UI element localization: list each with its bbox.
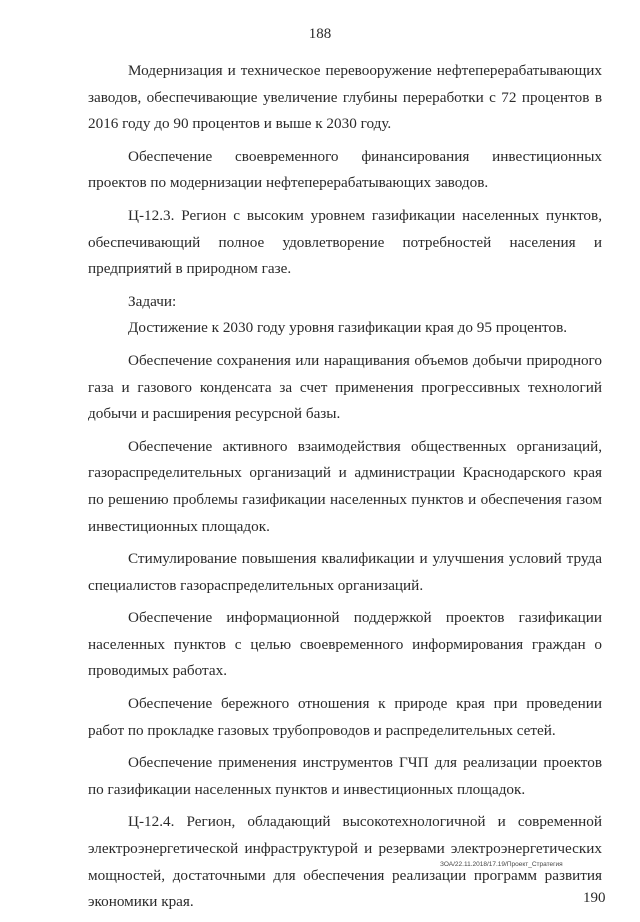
paragraph: Обеспечение активного взаимодействия общественных организаций, газораспределительных организаций и администрации Краснодарского края по решению проблемы газификации населенных пунктов и обеспечения газом инвестиционных площадок. [88, 437, 602, 535]
paragraph: Стимулирование повышения квалификации и улучшения условий труда специалистов газораспределительных организаций. [88, 550, 602, 594]
section-goal-heading: Ц-12.4. Регион, обладающий высокотехнологичной и современной электроэнергетической инфраструктурой и резервами электроэнергетических мощностей, достаточными для обеспечения реализации программ развития экономики края. [88, 813, 602, 911]
paragraph: Достижение к 2030 году уровня газификации края до 95 процентов. [128, 319, 568, 337]
paragraph: Обеспечение своевременного финансирования инвестиционных проектов по модернизации нефтеперерабатывающих заводов. [88, 147, 602, 192]
paragraph: Обеспечение сохранения или наращивания объемов добычи природного газа и газового конденсата за счет применения прогрессивных технологий добычи и расширения ресурсной базы. [88, 351, 602, 423]
page-number: 188 [308, 26, 332, 42]
footer-document-code: ЗОА/22.11.2018/17.19/Проект_Стратегия [440, 861, 563, 868]
paragraph: Модернизация и техническое перевооружение нефтеперерабатывающих заводов, обеспечивающие увеличение глубины переработки с 72 процентов в 2016 году до 90 процентов и выше к 2030 году. [88, 62, 602, 133]
document-body [88, 58, 602, 922]
paragraph: Обеспечение применения инструментов ГЧП для реализации проектов по газификации населенных пунктов и инвестиционных площадок. [88, 754, 602, 798]
paragraph: Обеспечение информационной поддержкой проектов газификации населенных пунктов с целью своевременного информирования граждан о проводимых работах. [88, 609, 602, 680]
next-page-number: 190 [583, 891, 606, 905]
section-goal-heading: Ц-12.3. Регион с высоким уровнем газификации населенных пунктов, обеспечивающий полное удовлетворение потребностей населения и предприятий в природном газе. [88, 206, 602, 278]
tasks-heading: Задачи: [128, 292, 177, 310]
paragraph: Обеспечение бережного отношения к природе края при проведении работ по прокладке газовых трубопроводов и распределительных сетей. [88, 695, 602, 739]
